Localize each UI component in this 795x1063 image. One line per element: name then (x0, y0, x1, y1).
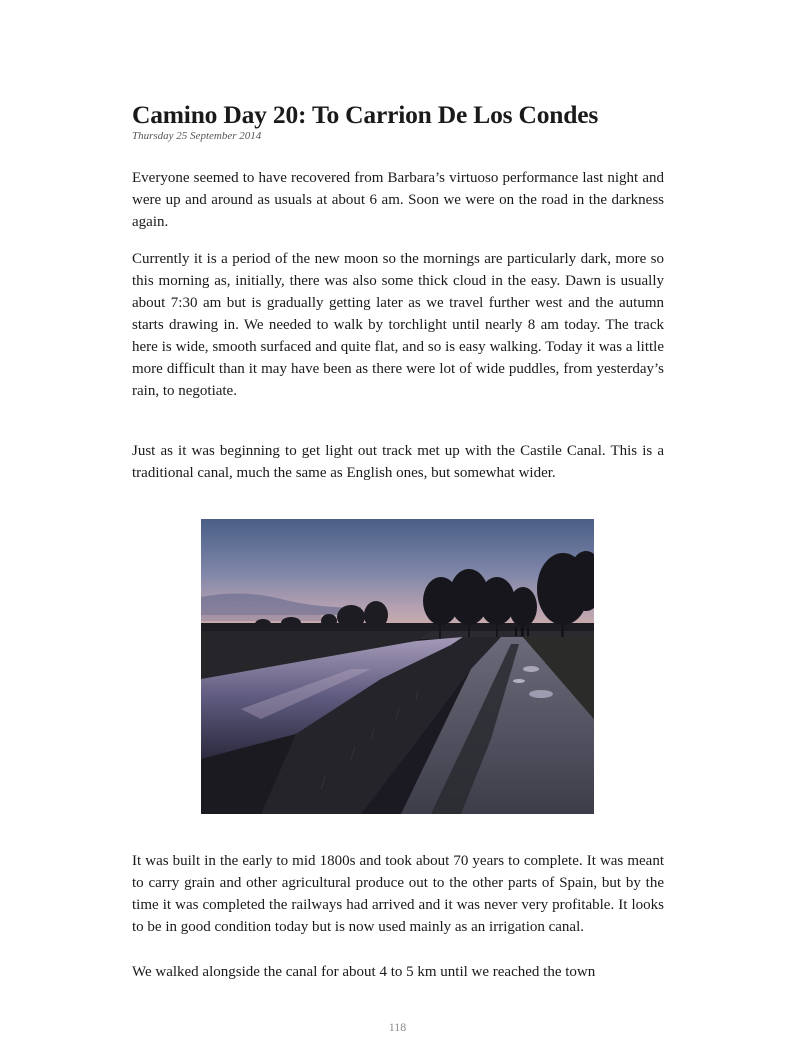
paragraph-1: Everyone seemed to have recovered from Barbara’s virtuoso performance last night and were up and around as usuals at about 6 am. Soon we were on the road in the darkness again. (132, 170, 664, 230)
paragraph-5: We walked alongside the canal for about 4 to 5 km until we reached the town (132, 964, 596, 980)
page-title: Camino Day 20: To Carrion De Los Condes (132, 100, 599, 129)
entry-date: Thursday 25 September 2014 (132, 130, 262, 142)
paragraph-4: It was built in the early to mid 1800s and took about 70 years to complete. It was meant to carry grain and other agricultural produce out to the other parts of Spain, but by the time it was completed the railways had arrived and it was never very profitable. It looks to be in good condition today but is now used mainly as an irrigation canal. (132, 853, 664, 935)
page-number: 118 (388, 1020, 407, 1034)
canal-photo (201, 519, 594, 814)
paragraph-2: Currently it is a period of the new moon so the mornings are particularly dark, more so this morning as, initially, there was also some thick cloud in the easy. Dawn is usually about 7:30 am but is gradually getting later as we travel further west and the autumn starts drawing in. We needed to walk by torchlight until nearly 8 am today. The track here is wide, smooth surfaced and quite flat, and so is easy walking. Today it was a little more difficult than it may have been as there were lot of wide puddles, from yesterday’s rain, to negotiate. (132, 251, 664, 399)
paragraph-3: Just as it was beginning to get light out track met up with the Castile Canal. This is a traditional canal, much the same as English ones, but somewhat wider. (132, 443, 664, 481)
